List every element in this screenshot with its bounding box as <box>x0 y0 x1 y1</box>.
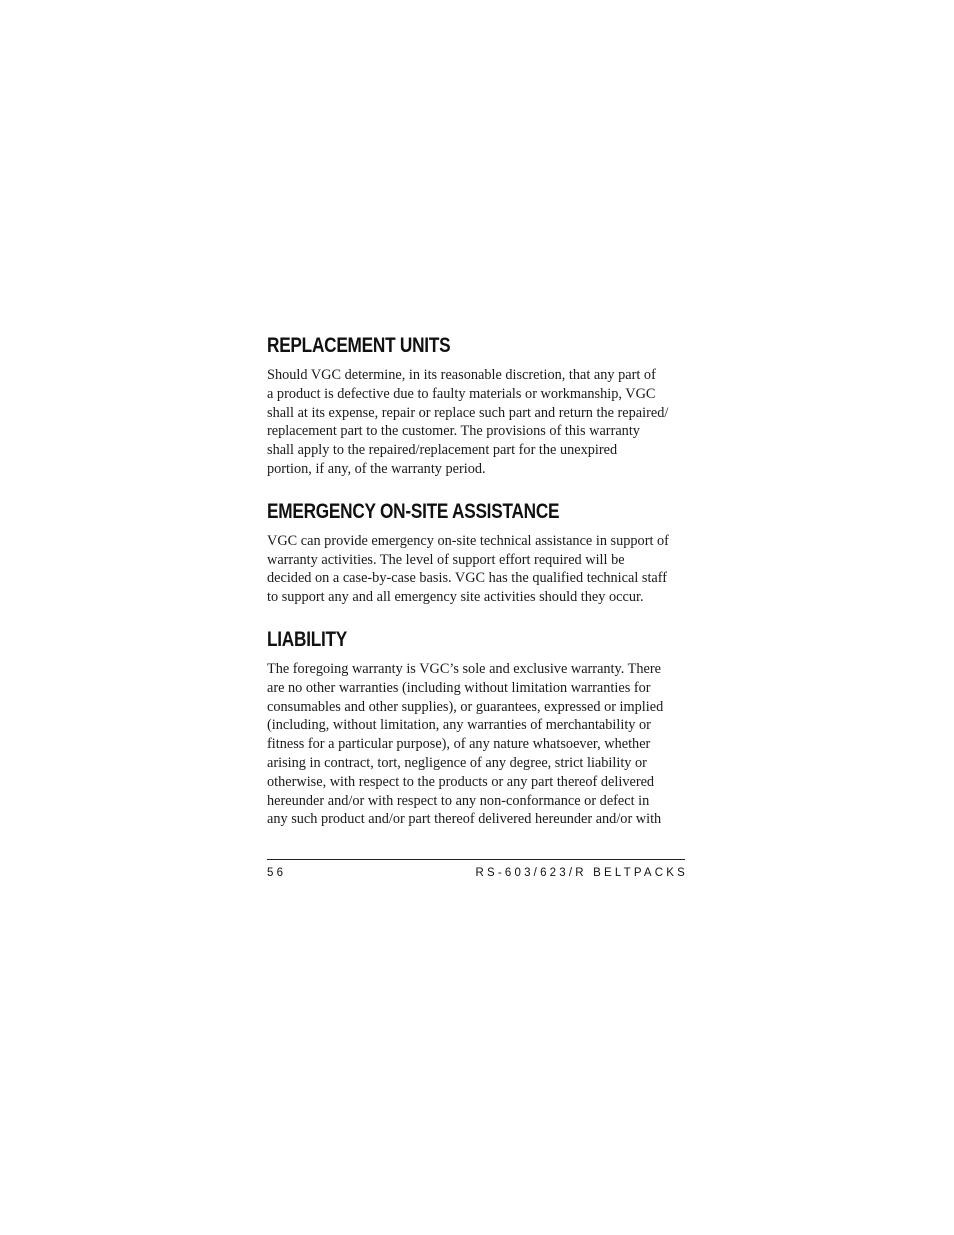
paragraph-line: otherwise, with respect to the products or any part thereof delivered <box>267 773 655 790</box>
paragraph-line: replacement part to the customer. The provisions of this warranty <box>267 423 640 440</box>
paragraph-line: The foregoing warranty is VGC’s sole and exclusive warranty. There <box>267 660 661 677</box>
paragraph-line: arising in contract, tort, negligence of any degree, strict liability or <box>267 754 647 771</box>
paragraph-line: a product is defective due to faulty materials or workmanship, VGC <box>267 385 656 402</box>
footer-divider <box>267 859 685 860</box>
running-title: RS-603/623/R BELTPACKS <box>475 867 688 879</box>
section-paragraph <box>267 660 687 829</box>
paragraph-line: shall at its expense, repair or replace such part and return the repaired/ <box>267 404 669 421</box>
section-paragraph <box>267 366 687 479</box>
section-heading: REPLACEMENT UNITS <box>267 334 451 357</box>
paragraph-line: decided on a case-by-case basis. VGC has the qualified technical staff <box>267 570 668 587</box>
paragraph-line: VGC can provide emergency on-site technical assistance in support of <box>267 532 669 549</box>
section-replacement-units <box>267 333 687 479</box>
paragraph-line: any such product and/or part thereof delivered hereunder and/or with <box>267 811 662 828</box>
paragraph-line: are no other warranties (including without limitation warranties for <box>267 679 651 696</box>
paragraph-line: to support any and all emergency site activities should they occur. <box>267 589 644 606</box>
section-emergency-on-site-assistance <box>267 499 687 607</box>
section-heading: EMERGENCY ON-SITE ASSISTANCE <box>267 499 560 523</box>
paragraph-line: shall apply to the repaired/replacement part for the unexpired <box>267 442 618 459</box>
paragraph-line: (including, without limitation, any warranties of merchantability or <box>267 717 651 734</box>
paragraph-line: consumables and other supplies), or guarantees, expressed or implied <box>267 698 664 715</box>
page-footer <box>267 867 688 885</box>
section-liability <box>267 627 687 829</box>
paragraph-line: warranty activities. The level of support effort required will be <box>267 551 625 568</box>
paragraph-line: fitness for a particular purpose), of any nature whatsoever, whether <box>267 736 651 753</box>
paragraph-line: Should VGC determine, in its reasonable discretion, that any part of <box>267 367 656 383</box>
section-heading: LIABILITY <box>267 627 348 651</box>
page-number: 56 <box>267 867 287 879</box>
page-content <box>267 333 687 829</box>
section-paragraph <box>267 532 687 607</box>
paragraph-line: hereunder and/or with respect to any non-conformance or defect in <box>267 792 650 809</box>
paragraph-line: portion, if any, of the warranty period. <box>267 460 486 477</box>
